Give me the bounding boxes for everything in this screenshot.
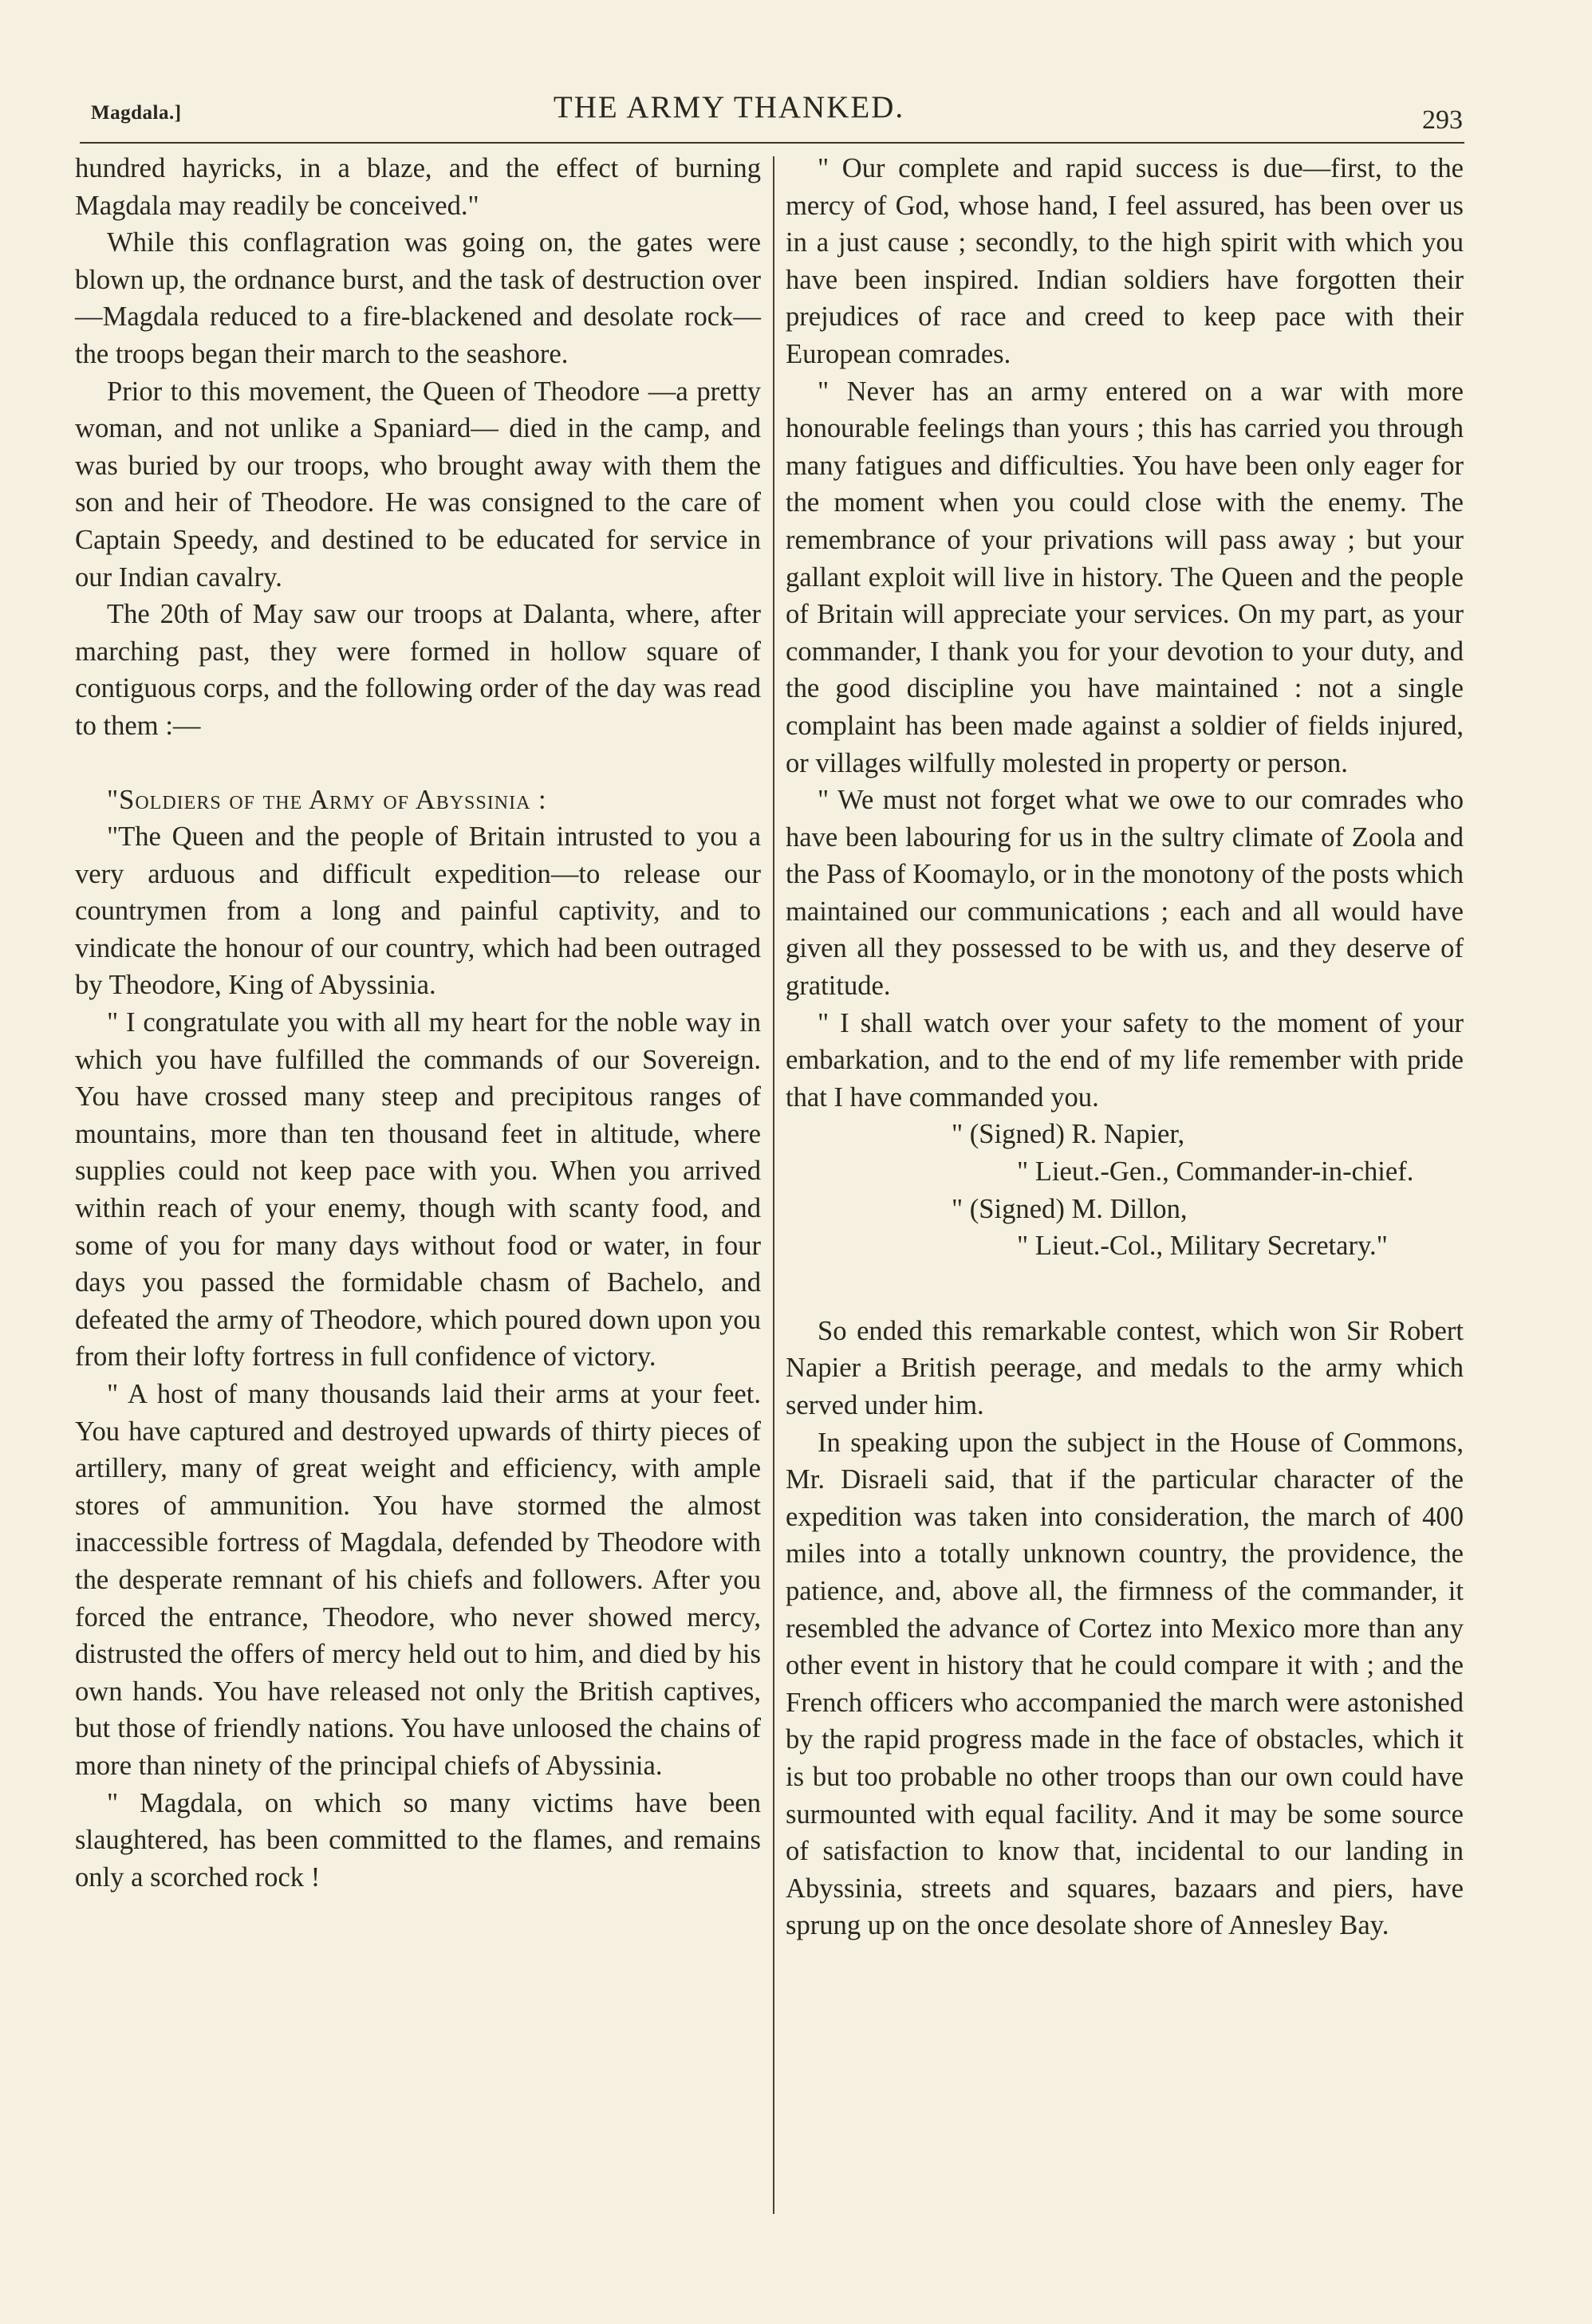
spacer <box>786 1265 1464 1313</box>
order-salutation: "Soldiers of the Army of Abyssinia : <box>107 784 547 815</box>
paragraph: So ended this remarkable contest, which won Sir Robert Napier a British peerage, and medals to the army which served under him. <box>786 1315 1464 1420</box>
running-header <box>91 89 1463 140</box>
paragraph: "The Queen and the people of Britain intrusted to you a very arduous and difficult expedition—to release our countrymen from a long and painful captivity, and to vindicate the honour of our country, which had been outraged by Theodore, King of Abyssinia. <box>75 821 761 1001</box>
signature-title: " Lieut.-Gen., Commander-in-chief. <box>1017 1156 1414 1188</box>
paragraph: In speaking upon the subject in the House of Commons, Mr. Disraeli said, that if the particular character of the expedition was taken into consideration, the march of 400 miles into a totally unknown country, the providence, the patience, and, above all, the firmness of the commander, it resembled the advance of Cortez into Mexico more than any other event in history that he could compare it with ; and the French officers who accompanied the march were astonished by the rapid progress made in the face of obstacles, which it is but too probable no other troops than our own could have surmounted with equal facility. And it may be some source of satisfaction to know that, incidental to our landing in Abyssinia, streets and squares, bazaars and piers, have sprung up on the once desolate shore of Annesley Bay. <box>786 1427 1464 1941</box>
paragraph: " Never has an army entered on a war with more honourable feelings than yours ; this has carried you through many fatigues and difficulties. You have been only eager for the moment when you could close with the enemy. The remembrance of your privations will pass away ; but your gallant exploit will live in history. The Queen and the people of Britain will appreciate your services. On my part, as your commander, I thank you for your devotion to your duty, and the good discipline you have maintained : not a single complaint has been made against a soldier of fields injured, or villages wilfully molested in property or person. <box>786 376 1464 778</box>
section-label: Magdala.] <box>91 102 182 124</box>
header-rule <box>80 142 1464 144</box>
page-title: THE ARMY THANKED. <box>553 90 905 124</box>
paragraph: " We must not forget what we owe to our comrades who have been labouring for us in the sultry climate of Zoola and the Pass of Koomaylo, or in the monotony of the posts which maintained our communications ; each and all would have given all they possessed to be with us, and they deserve of gratitude. <box>786 785 1464 1002</box>
paragraph: " Our complete and rapid success is due—first, to the mercy of God, whose hand, I feel assured, has been over us in a just cause ; secondly, to the high spirit with which you have been inspired. Indian soldiers have forgotten their prejudices of race and creed to keep pace with their European comrades. <box>786 153 1464 369</box>
page-number: 293 <box>1422 105 1463 135</box>
paragraph: " Magdala, on which so many victims have been slaughtered, has been committed to the flames, and remains only a scorched rock ! <box>75 1787 761 1893</box>
right-column <box>786 150 1464 1944</box>
paragraph: " A host of many thousands laid their arms at your feet. You have captured and destroyed upwards of thirty pieces of artillery, many of great weight and efficiency, with ample stores of ammunition. You have stormed the almost inaccessible fortress of Magdala, defended by Theodore with the desperate remnant of his chiefs and followers. After you forced the entrance, Theodore, who never showed mercy, distrusted the offers of mercy held out to him, and died by his own hands. You have released not only the British captives, but those of friendly nations. You have unloosed the chains of more than ninety of the principal chiefs of Abyssinia. <box>75 1379 761 1781</box>
paragraph: While this conflagration was going on, the gates were blown up, the ordnance burst, and the task of destruction over—Magdala reduced to a fire-blackened and desolate rock—the troops began their march to the seashore. <box>75 227 761 369</box>
paragraph: " I congratulate you with all my heart for the noble way in which you have fulfilled the commands of our Sovereign. You have crossed many steep and precipitous ranges of mountains, more than ten thousand feet in altitude, where supplies could not keep pace with you. When you arrived within reach of your enemy, though with scanty food, and some of you for many days without food or water, in four days you passed the formidable chasm of Bachelo, and defeated the army of Theodore, which poured down upon you from their lofty fortress in full confidence of victory. <box>75 1007 761 1373</box>
paragraph: " I shall watch over your safety to the moment of your embarkation, and to the end of my life remember with pride that I have commanded you. <box>786 1007 1464 1113</box>
signature-name: " (Signed) M. Dillon, <box>952 1193 1188 1224</box>
signature-name: " (Signed) R. Napier, <box>952 1119 1185 1150</box>
spacer <box>75 745 761 782</box>
left-column <box>75 150 761 1896</box>
paragraph: The 20th of May saw our troops at Dalanta, where, after marching past, they were formed in hollow square of contiguous corps, and the following order of the day was read to them :— <box>75 599 761 741</box>
signature-title: " Lieut.-Col., Military Secretary." <box>1017 1231 1388 1262</box>
paragraph: hundred hayricks, in a blaze, and the effect of burning Magdala may readily be conceived." <box>75 153 761 221</box>
column-divider <box>773 156 774 2214</box>
paragraph: Prior to this movement, the Queen of Theodore —a pretty woman, and not unlike a Spaniard— died in the camp, and was buried by our troops, who brought away with them the son and heir of Theodore. He was consigned to the care of Captain Speedy, and destined to be educated for service in our Indian cavalry. <box>75 376 761 593</box>
